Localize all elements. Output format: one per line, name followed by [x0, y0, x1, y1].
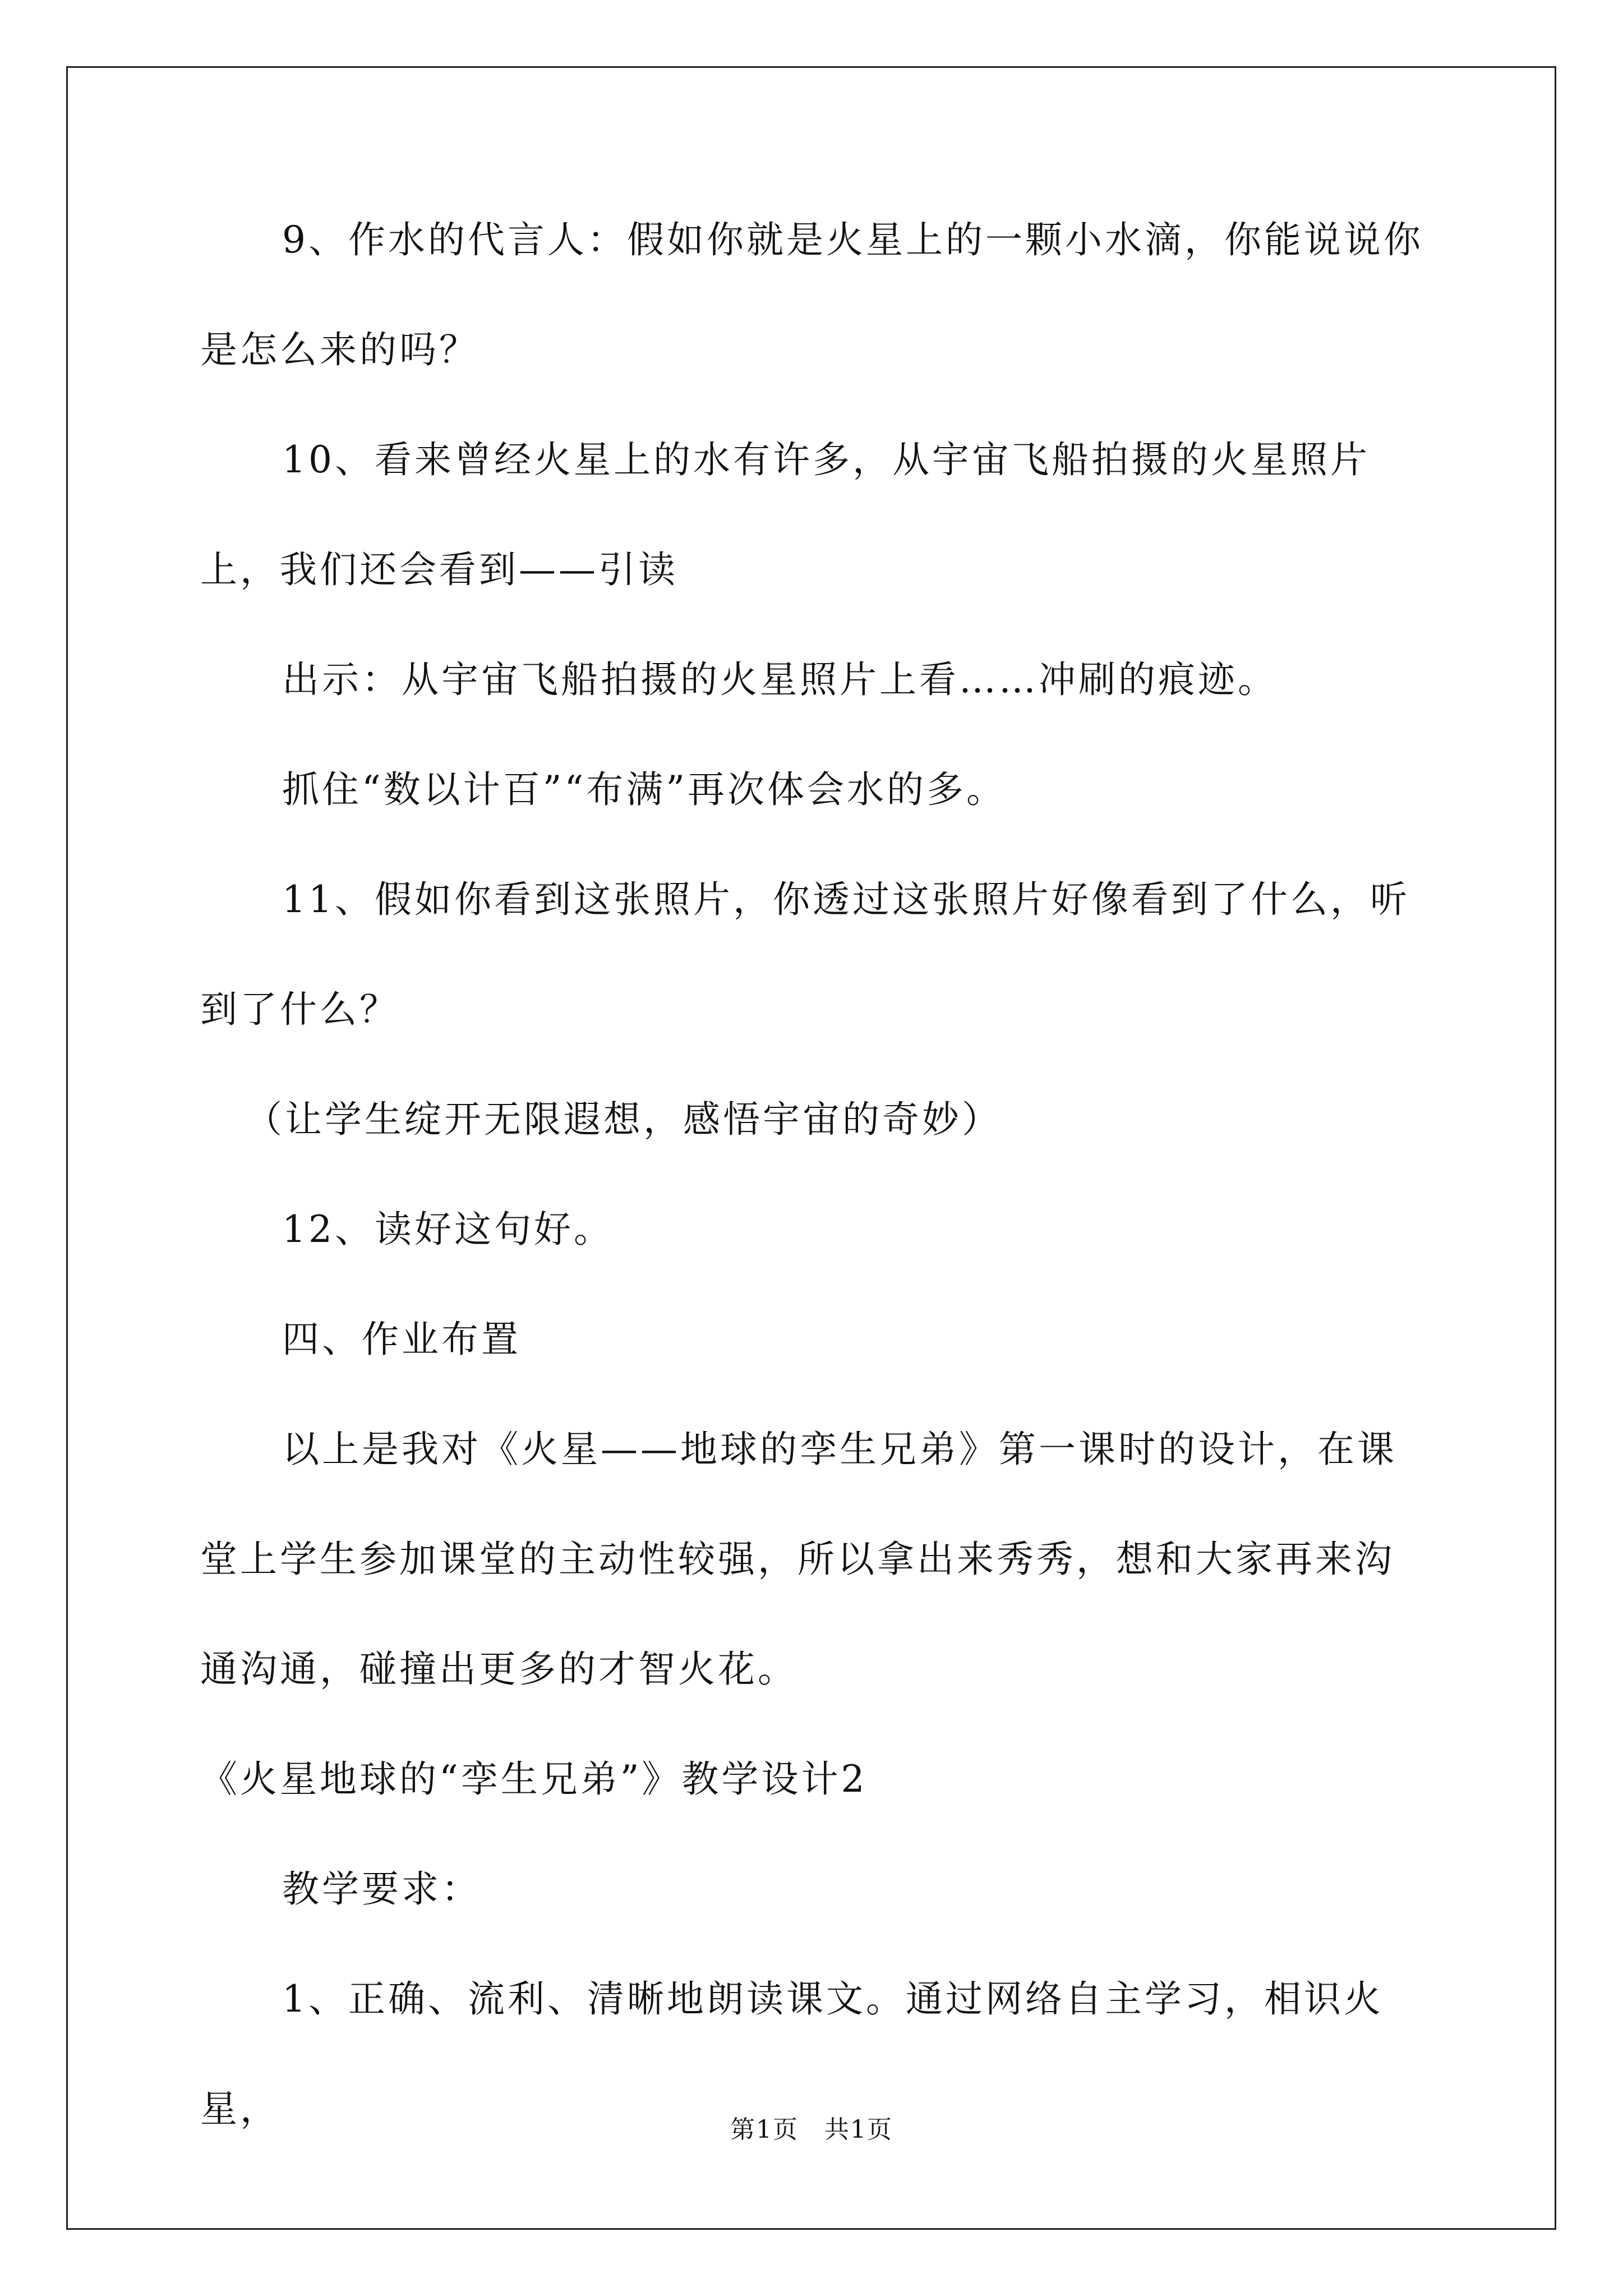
paragraph-requirement-1: 1、正确、流利、清晰地朗读课文。通过网络自主学习，相识火星， — [200, 1977, 1384, 2131]
paragraph-grasp: 抓住“数以计百”“布满”再次体会水的多。 — [282, 768, 1006, 811]
section-title: 《火星地球的“孪生兄弟”》教学设计2 — [200, 1757, 868, 1801]
paragraph-show: 出示：从宇宙飞船拍摄的火星照片上看……冲刷的痕迹。 — [282, 658, 1278, 701]
paragraph-homework: 四、作业布置 — [282, 1318, 521, 1361]
page-footer: 第1页 共1页 — [730, 2115, 893, 2144]
paragraph-11: 11、假如你看到这张照片，你透过这张照片好像看到了什么，听到了什么？ — [200, 878, 1410, 1031]
paragraph-requirements: 教学要求： — [282, 1867, 481, 1911]
paragraph-summary: 以上是我对《火星——地球的孪生兄弟》第一课时的设计，在课堂上学生参加课堂的主动性较强，所以拿出来秀秀，想和大家再来沟通沟通，碰撞出更多的才智火花。 — [200, 1428, 1397, 1691]
paragraph-9: 9、作水的代言人：假如你就是火星上的一颗小水滴，你能说说你是怎么来的吗？ — [200, 218, 1423, 371]
document-body — [200, 185, 1428, 2164]
paragraph-12: 12、读好这句好。 — [282, 1208, 614, 1251]
paragraph-10: 10、看来曾经火星上的水有许多，从宇宙飞船拍摄的火星照片上，我们还会看到——引读 — [200, 438, 1370, 591]
paragraph-note: （让学生绽开无限遐想，感悟宇宙的奇妙） — [245, 1098, 1002, 1141]
